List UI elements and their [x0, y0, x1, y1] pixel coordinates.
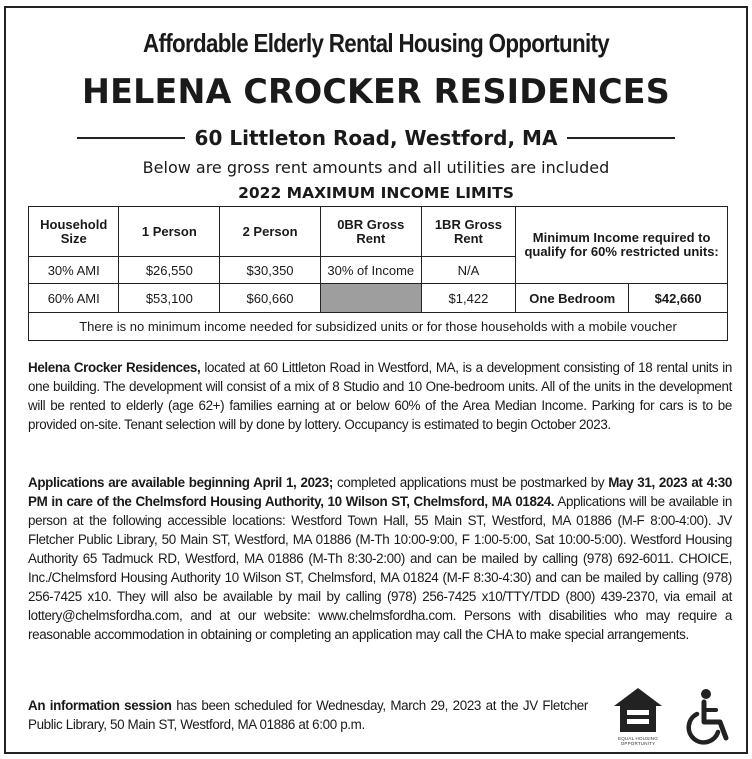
- right-rule: [567, 137, 675, 139]
- equal-housing-label: EQUAL HOUSING OPPORTUNITY: [618, 736, 658, 746]
- income-limits-table: [28, 206, 728, 341]
- p3-text: has been scheduled for Wednesday, March 29, 2023 at the JV Fletcher Public Library, 50 Main ST, Westford, MA 01886 at 6:00 p.m.: [28, 698, 588, 732]
- property-name: HELENA CROCKER RESIDENCES: [82, 72, 670, 112]
- p1-text: located at 60 Littleton Road in Westford, MA, is a development consisting of 18 rental units in one building. The development will consist of a mix of 8 Studio and 10 One-bedroom units. All of the units in the development will be rented to elderly (age 62+) families earning at or below 60% of the Area Median Income. Parking for cars is to be provided on-site. Tenant selection will by done by lottery. Occupancy is estimated to begin October 2023.: [28, 360, 733, 432]
- row-60-size: 60% AMI: [29, 284, 119, 313]
- flyer-title: Affordable Elderly Rental Housing Opportunity: [143, 28, 609, 58]
- row-60-p1: $53,100: [119, 284, 220, 313]
- left-rule: [77, 137, 185, 139]
- min-income-amount: $42,660: [629, 284, 728, 313]
- table-note-row: [29, 313, 728, 341]
- min-income-label: Minimum Income required to qualify for 60% restricted units:: [516, 207, 728, 284]
- rent-subtitle: Below are gross rent amounts and all utilities are included: [142, 158, 610, 177]
- header-1br: 1BR Gross Rent: [421, 207, 516, 257]
- flyer: [4, 6, 748, 754]
- wheelchair-icon: [684, 688, 736, 746]
- applications-paragraph: [28, 473, 732, 644]
- row-30-size: 30% AMI: [29, 257, 119, 284]
- row-60-1br: $1,422: [421, 284, 516, 313]
- p2-deadline: May 31, 2023 at 4:30 PM in care of the Chelmsford Housing Authority, 10 Wilson ST, Chelmsford, MA 01824.: [28, 475, 732, 509]
- p1-lead: Helena Crocker Residences,: [28, 360, 201, 375]
- info-session-paragraph: [28, 696, 588, 734]
- property-address: 60 Littleton Road, Westford, MA: [194, 126, 558, 150]
- p2-text: Applications will be available in person at the following accessible locations: Westford Town Hall, 55 Main ST, Westford, MA 01886 (M-F 8:00-4:00). JV Fletcher Public Library, 50 Main ST, Westford, MA 01886 (M-Th 10:00-9:00, F 1:00-5:00, Sat 10:00-5:00). Westford Housing Authority 65 Tadmuck RD, Westford, MA 01886 (M-Th 8:30-2:00) and can be mailed by calling (978) 692-6011. CHOICE, Inc./Chelmsford Housing Authority 10 Wilson ST, Chelmsford, MA 01824 (M-F 8:30-4:30) and can be mailed by calling (978) 256-7425 x10. They will also be available by mail by calling (978) 256-7425 x10/TTY/TDD (800) 439-2370, via email at lottery@chelmsfordha.com, and at our website: www.chelmsfordha.com. Persons with disabilities who may require a reasonable accommodation in obtaining or completing an application may call the CHA to make special arrangements.: [28, 494, 733, 642]
- header-1-person: 1 Person: [119, 207, 220, 257]
- house-icon: [612, 686, 664, 736]
- description-paragraph: [28, 358, 732, 434]
- address-line: [6, 125, 746, 151]
- row-60-obr-shaded: [320, 284, 421, 313]
- row-30-obr: 30% of Income: [320, 257, 421, 284]
- income-limits-title: 2022 MAXIMUM INCOME LIMITS: [238, 184, 514, 202]
- header-2-person: 2 Person: [220, 207, 321, 257]
- equal-housing-logo: [606, 686, 670, 750]
- table-row: [29, 284, 728, 313]
- p2-lead: Applications are available beginning April 1, 2023;: [28, 475, 333, 490]
- header-household-size: Household Size: [29, 207, 119, 257]
- p3-lead: An information session: [28, 698, 172, 713]
- p2-mid: completed applications must be postmarked by: [332, 475, 609, 490]
- row-30-p2: $30,350: [220, 257, 321, 284]
- min-income-unit: One Bedroom: [516, 284, 629, 313]
- row-30-p1: $26,550: [119, 257, 220, 284]
- row-30-1br: N/A: [421, 257, 516, 284]
- row-60-p2: $60,660: [220, 284, 321, 313]
- table-header-row: [29, 207, 728, 257]
- header-0br: 0BR Gross Rent: [320, 207, 421, 257]
- table-note: There is no minimum income needed for subsidized units or for those households with a mobile voucher: [29, 313, 728, 341]
